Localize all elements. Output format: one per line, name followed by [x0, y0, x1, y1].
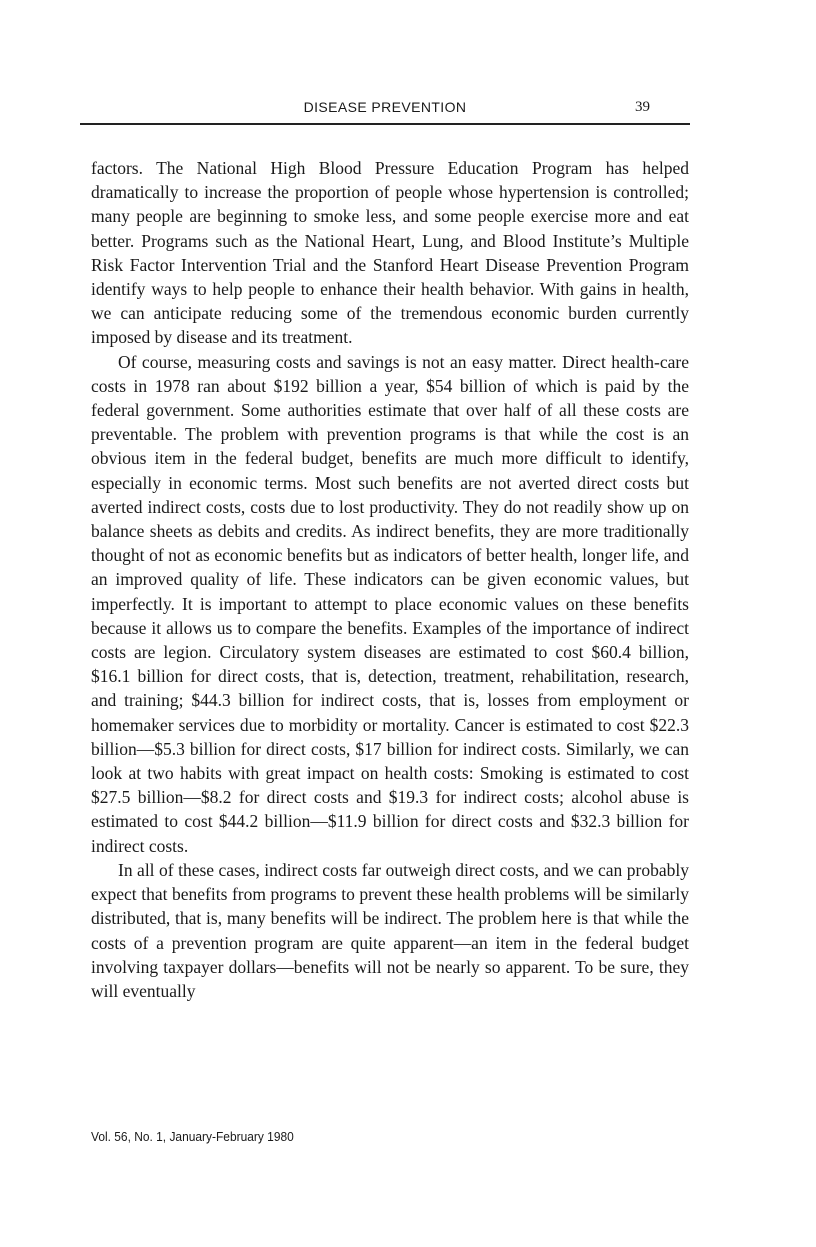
- page-number: 39: [635, 99, 650, 115]
- paragraph-3: In all of these cases, indirect costs far outweigh direct costs, and we can probably expect that benefits from programs to prevent these health problems will be similarly distributed, that is, many benefits will be indirect. The problem here is that while the costs of a prevention program are quite apparent—an item in the federal budget involving taxpayer dollars—benefits will not be nearly so apparent. To be sure, they will eventually: [91, 859, 689, 1001]
- page-header: [80, 97, 690, 125]
- running-title: DISEASE PREVENTION: [303, 99, 467, 115]
- footer-citation: Vol. 56, No. 1, January-February 1980: [91, 1129, 294, 1144]
- paragraph-2: Of course, measuring costs and savings is not an easy matter. Direct health-care costs in 1978 ran about $192 billion a year, $54 billion of which is paid by the federal government. Some authorities estimate that over half of all these costs are preventable. The problem with prevention programs is that while the cost is an obvious item in the federal budget, benefits are much more difficult to identify, especially in economic terms. Most such benefits are not averted direct costs but averted indirect costs, costs due to lost productivity. They do not readily show up on balance sheets as debits and credits. As indirect benefits, they are more traditionally thought of not as economic benefits but as indicators of better health, longer life, and an improved quality of life. These indicators can be given economic values, but imperfectly. It is important to attempt to place economic values on these benefits because it allows us to compare the benefits. Examples of the importance of indirect costs are legion. Circulatory system diseases are estimated to cost $60.4 billion, $16.1 billion for direct costs, that is, detection, treatment, rehabilitation, research, and training; $44.3 billion for indirect costs, that is, losses from employment or homemaker services due to morbidity or mortality. Cancer is estimated to cost $22.3 billion—$5.3 billion for direct costs, $17 billion for indirect costs. Similarly, we can look at two habits with great impact on health costs: Smoking is estimated to cost $27.5 billion—$8.2 for direct costs and $19.3 for indirect costs; alcohol abuse is estimated to cost $44.2 billion—$11.9 billion for direct costs and $32.3 billion for indirect costs.: [91, 351, 689, 856]
- body-text: [91, 156, 689, 1003]
- paragraph-1: factors. The National High Blood Pressure Education Program has helped dramatically to increase the proportion of people whose hypertension is controlled; many people are beginning to smoke less, and some people exercise more and eat better. Programs such as the National Heart, Lung, and Blood Institute’s Multiple Risk Factor Intervention Trial and the Stanford Heart Disease Prevention Program identify ways to help people to enhance their health behavior. With gains in health, we can anticipate reducing some of the tremendous economic burden currently imposed by disease and its treatment.: [91, 158, 689, 348]
